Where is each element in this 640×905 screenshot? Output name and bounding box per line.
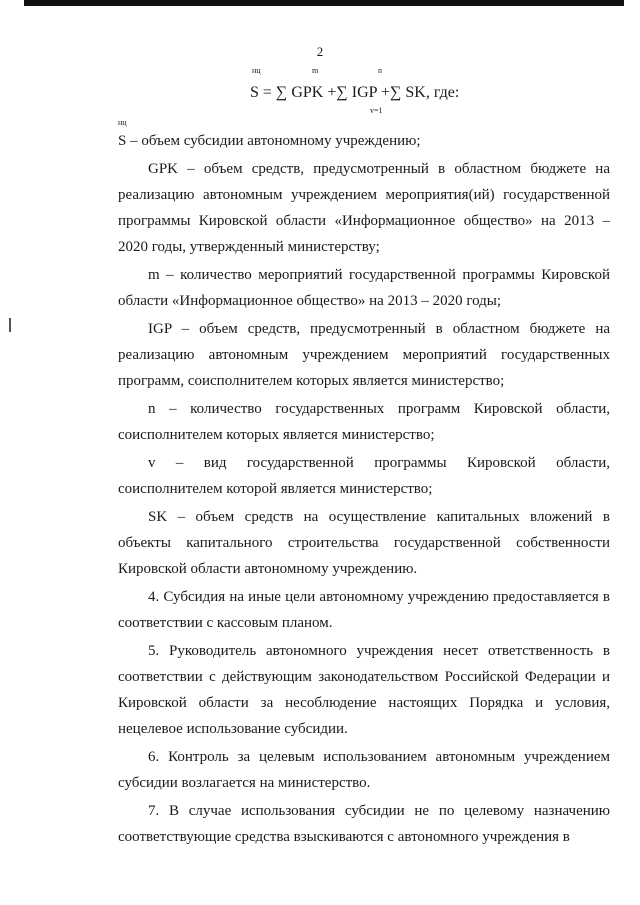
margin-mark <box>9 318 11 332</box>
formula-sup-nc: нц <box>252 66 261 75</box>
paragraph-v-definition: v – вид государственной программы Кировской области, соисполнителем которой является министерство; <box>118 455 610 497</box>
formula-sup-m: m <box>312 66 319 75</box>
page-number: 2 <box>316 44 324 59</box>
formula-limit-below: нц <box>118 118 127 127</box>
paragraph-item-4: 4. Субсидия на иные цели автономному учреждению предоставляется в соответствии с кассовым планом. <box>118 589 610 631</box>
paragraph-s-definition: S – объем субсидии автономному учреждению; <box>118 133 421 149</box>
paragraph-item-6: 6. Контроль за целевым использованием автономным учреждением субсидии возлагается на министерство. <box>118 749 610 791</box>
paragraph-gpk-definition: GPK – объем средств, предусмотренный в областном бюджете на реализацию автономным учреждением мероприятия(ий) государственной программы Кировской области «Информационное общество» на 2013 – 2020 годы, утвержденный министерству; <box>118 161 610 255</box>
subsidy-formula <box>230 62 520 118</box>
paragraph-n-definition: n – количество государственных программ Кировской области, соисполнителем которых является министерство; <box>118 401 610 443</box>
formula-main: S = ∑ GPK +∑ IGP +∑ SK, где: <box>250 84 460 101</box>
paragraph-sk-definition: SK – объем средств на осуществление капитальных вложений в объекты капитального строительства государственной собственности Кировской области автономному учреждению. <box>118 509 610 577</box>
document-body <box>118 118 610 850</box>
formula-sup-n: n <box>378 66 382 75</box>
paragraph-m-definition: m – количество мероприятий государственной программы Кировской области «Информационное общество» на 2013 – 2020 годы; <box>118 267 610 309</box>
paragraph-item-5: 5. Руководитель автономного учреждения несет ответственность в соответствии с действующим законодательством Российской Федерации и Кировской области за несоблюдение настоящих Порядка и условия, нецелевое использование субсидии. <box>118 643 610 737</box>
top-border-line <box>24 0 624 6</box>
paragraph-igp-definition: IGP – объем средств, предусмотренный в областном бюджете на реализацию автономным учреждением мероприятий государственных программ, соисполнителем которых является министерство; <box>118 321 610 389</box>
paragraph-item-7: 7. В случае использования субсидии не по целевому назначению соответствующие средства взыскиваются с автономного учреждения в <box>118 803 610 845</box>
formula-sub-v1: v=1 <box>370 106 383 115</box>
